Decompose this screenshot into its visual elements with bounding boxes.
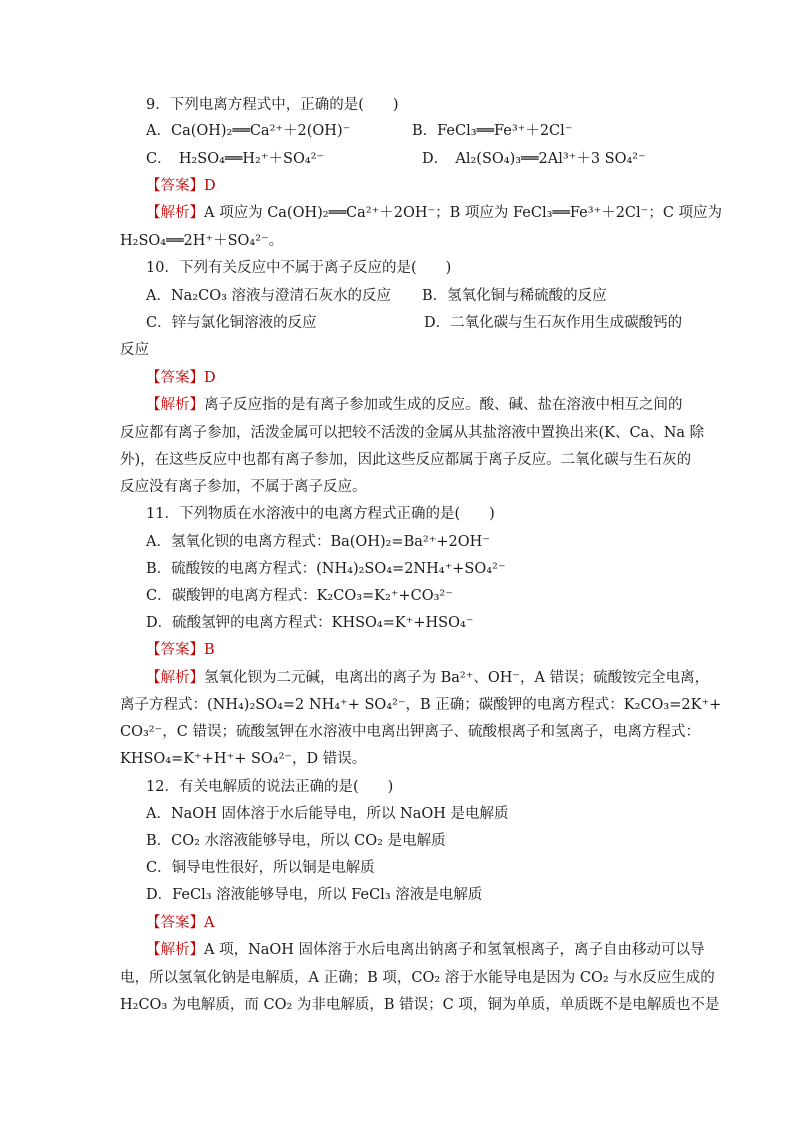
q10-answer	[146, 368, 216, 388]
q10-analysis-line-3: 外)，在这些反应中也都有离子参加，因此这些反应都属于离子反应。二氧化碳与生石灰的	[120, 452, 692, 468]
analysis-text: 离子反应指的是有离子参加或生成的反应。酸、碱、盐在溶液中相互之间的	[204, 397, 683, 413]
q11-option-d: D．硫酸氢钾的电离方程式：KHSO₄=K⁺+HSO₄⁻	[146, 615, 474, 631]
q12-stem: 12．有关电解质的说法正确的是( )	[146, 779, 394, 795]
q12-option-b: B．CO₂ 水溶液能够导电，所以 CO₂ 是电解质	[146, 833, 446, 849]
analysis-text: A 项，NaOH 固体溶于水后电离出钠离子和氢氧根离子，离子自由移动可以导	[204, 942, 705, 958]
q10-option-d-line-2: 反应	[120, 342, 149, 358]
q11-analysis-line-2: 离子方程式：(NH₄)₂SO₄=2 NH₄⁺+ SO₄²⁻，B 正确；碳酸钾的电离方程式：K₂CO₃=2K⁺+	[120, 697, 722, 713]
q9-stem: 9．下列电离方程式中，正确的是( )	[146, 97, 399, 113]
q10-stem: 10．下列有关反应中不属于离子反应的是( )	[146, 260, 452, 276]
answer-value: D	[204, 370, 216, 386]
answer-tag: 【答案】	[146, 915, 204, 931]
q9-option-d: D． Al₂(SO₄)₃══2Al³⁺＋3 SO₄²⁻	[422, 151, 646, 167]
answer-value: D	[204, 178, 216, 194]
q11-analysis-line-4: KHSO₄=K⁺+H⁺+ SO₄²⁻，D 错误。	[120, 751, 367, 767]
q11-stem: 11．下列物质在水溶液中的电离方程式正确的是( )	[146, 506, 495, 522]
q9-option-a: A．Ca(OH)₂══Ca²⁺＋2(OH)⁻	[146, 123, 351, 139]
answer-tag: 【答案】	[146, 370, 204, 386]
q11-option-c: C．碳酸钾的电离方程式：K₂CO₃=K₂⁺+CO₃²⁻	[146, 588, 453, 604]
q12-analysis-line-2: 电，所以氢氧化钠是电解质，A 正确；B 项，CO₂ 溶于水能导电是因为 CO₂ 与水反应生成的	[120, 970, 715, 986]
answer-value: A	[204, 915, 215, 931]
analysis-text: A 项应为 Ca(OH)₂══Ca²⁺＋2OH⁻；B 项应为 FeCl₃══Fe³⁺＋2Cl⁻；C 项应为	[204, 205, 723, 221]
analysis-tag: 【解析】	[146, 670, 204, 686]
q12-analysis-line-1	[146, 940, 705, 960]
q12-option-c: C．铜导电性很好，所以铜是电解质	[146, 860, 375, 876]
q9-analysis-line-2: H₂SO₄══2H⁺＋SO₄²⁻。	[120, 233, 284, 249]
q12-answer	[146, 913, 214, 933]
q10-analysis-line-1	[146, 395, 683, 415]
analysis-tag: 【解析】	[146, 942, 204, 958]
q11-analysis-line-3: CO₃²⁻，C 错误；硫酸氢钾在水溶液中电离出钾离子、硫酸根离子和氢离子，电离方程式：	[120, 724, 700, 740]
analysis-text: 氢氧化钡为二元碱，电离出的离子为 Ba²⁺、OH⁻，A 错误；硫酸铵完全电离，	[204, 670, 710, 686]
q9-option-c: C． H₂SO₄══H₂⁺＋SO₄²⁻	[146, 151, 325, 167]
answer-tag: 【答案】	[146, 642, 204, 658]
q10-option-b: B．氢氧化铜与稀硫酸的反应	[422, 288, 607, 304]
answer-tag: 【答案】	[146, 178, 204, 194]
q10-analysis-line-2: 反应都有离子参加，活泼金属可以把较不活泼的金属从其盐溶液中置换出来(K、Ca、Na 除	[120, 425, 705, 441]
q9-option-b: B．FeCl₃══Fe³⁺＋2Cl⁻	[412, 123, 573, 139]
q11-analysis-line-1	[146, 668, 709, 688]
q12-option-a: A．NaOH 固体溶于水后能导电，所以 NaOH 是电解质	[146, 806, 509, 822]
q11-option-b: B．硫酸铵的电离方程式：(NH₄)₂SO₄=2NH₄⁺+SO₄²⁻	[146, 561, 506, 577]
q12-option-d: D．FeCl₃ 溶液能够导电，所以 FeCl₃ 溶液是电解质	[146, 887, 483, 903]
analysis-tag: 【解析】	[146, 205, 204, 221]
q11-answer	[146, 640, 215, 660]
q10-option-c: C．锌与氯化铜溶液的反应	[146, 315, 317, 331]
q10-option-a: A．Na₂CO₃ 溶液与澄清石灰水的反应	[146, 288, 392, 304]
q10-option-d-line-1: D．二氧化碳与生石灰作用生成碳酸钙的	[424, 315, 683, 331]
q11-option-a: A．氢氧化钡的电离方程式：Ba(OH)₂=Ba²⁺+2OH⁻	[146, 534, 490, 550]
answer-value: B	[204, 642, 215, 658]
analysis-tag: 【解析】	[146, 397, 204, 413]
q9-answer	[146, 176, 216, 196]
q10-analysis-line-4: 反应没有离子参加，不属于离子反应。	[120, 479, 367, 495]
q12-analysis-line-3: H₂CO₃ 为电解质，而 CO₂ 为非电解质，B 错误；C 项，铜为单质，单质既不是电解质也不是	[120, 997, 720, 1013]
q9-analysis-line-1	[146, 203, 722, 223]
